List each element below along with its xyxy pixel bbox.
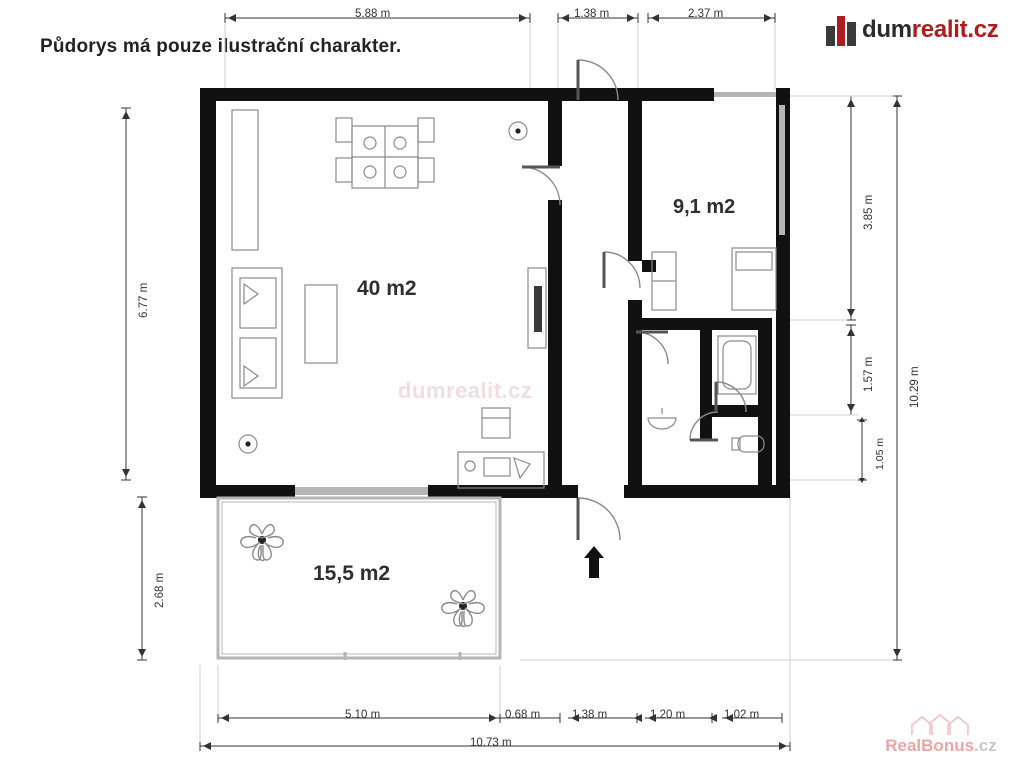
furniture-bedroom bbox=[652, 248, 776, 310]
entrance-arrow bbox=[584, 546, 604, 578]
realbonus-text bbox=[866, 736, 1016, 756]
room-area-main: 40 m2 bbox=[357, 277, 417, 300]
dimension-right-total: 10.29 m bbox=[909, 366, 921, 408]
dimension-bottom-total: 10.73 m bbox=[470, 737, 512, 749]
room-area-bedroom: 9,1 m2 bbox=[673, 196, 736, 218]
terrace-plant-2 bbox=[442, 591, 484, 627]
realbonus-house-icon bbox=[908, 714, 972, 736]
dimension-bottom-5: 1.02 m bbox=[724, 709, 760, 721]
logo-text-part1: dum bbox=[862, 16, 912, 43]
dimension-right-1: 3.85 m bbox=[863, 194, 875, 230]
dimension-bottom-3: 1.38 m bbox=[572, 709, 608, 721]
dimension-top-3: 2.37 m bbox=[688, 8, 724, 20]
page-title: Půdorys má pouze ilustrační charakter. bbox=[40, 36, 402, 57]
realbonus-suffix: .cz bbox=[974, 736, 997, 755]
logo-text-part2: realit bbox=[911, 16, 968, 43]
dimension-top-2: 1.38 m bbox=[574, 8, 610, 20]
dimension-right-3: 1.05 m bbox=[874, 437, 886, 470]
dimension-left-2: 2.68 m bbox=[154, 572, 166, 608]
dimension-bottom-2: 0.68 m bbox=[505, 709, 541, 721]
walls bbox=[200, 88, 790, 498]
dimension-top-1: 5.88 m bbox=[355, 8, 391, 20]
dimension-lines-left bbox=[121, 108, 147, 660]
dimension-lines-bottom bbox=[200, 490, 790, 751]
dimension-left-1: 6.77 m bbox=[138, 282, 150, 318]
dimension-bottom-1: 5.10 m bbox=[345, 709, 381, 721]
room-area-terrace: 15,5 m2 bbox=[313, 562, 391, 585]
terrace-plant-1 bbox=[241, 525, 283, 561]
logo-text-part3: .cz bbox=[967, 16, 999, 43]
plan-watermark: dumrealit.cz bbox=[398, 378, 533, 403]
realbonus-watermark bbox=[866, 714, 1016, 762]
dimension-lines-top bbox=[225, 13, 775, 90]
realbonus-name: RealBonus bbox=[885, 736, 975, 755]
dimension-right-2: 1.57 m bbox=[863, 356, 875, 392]
dimension-bottom-4: 1.20 m bbox=[650, 709, 686, 721]
